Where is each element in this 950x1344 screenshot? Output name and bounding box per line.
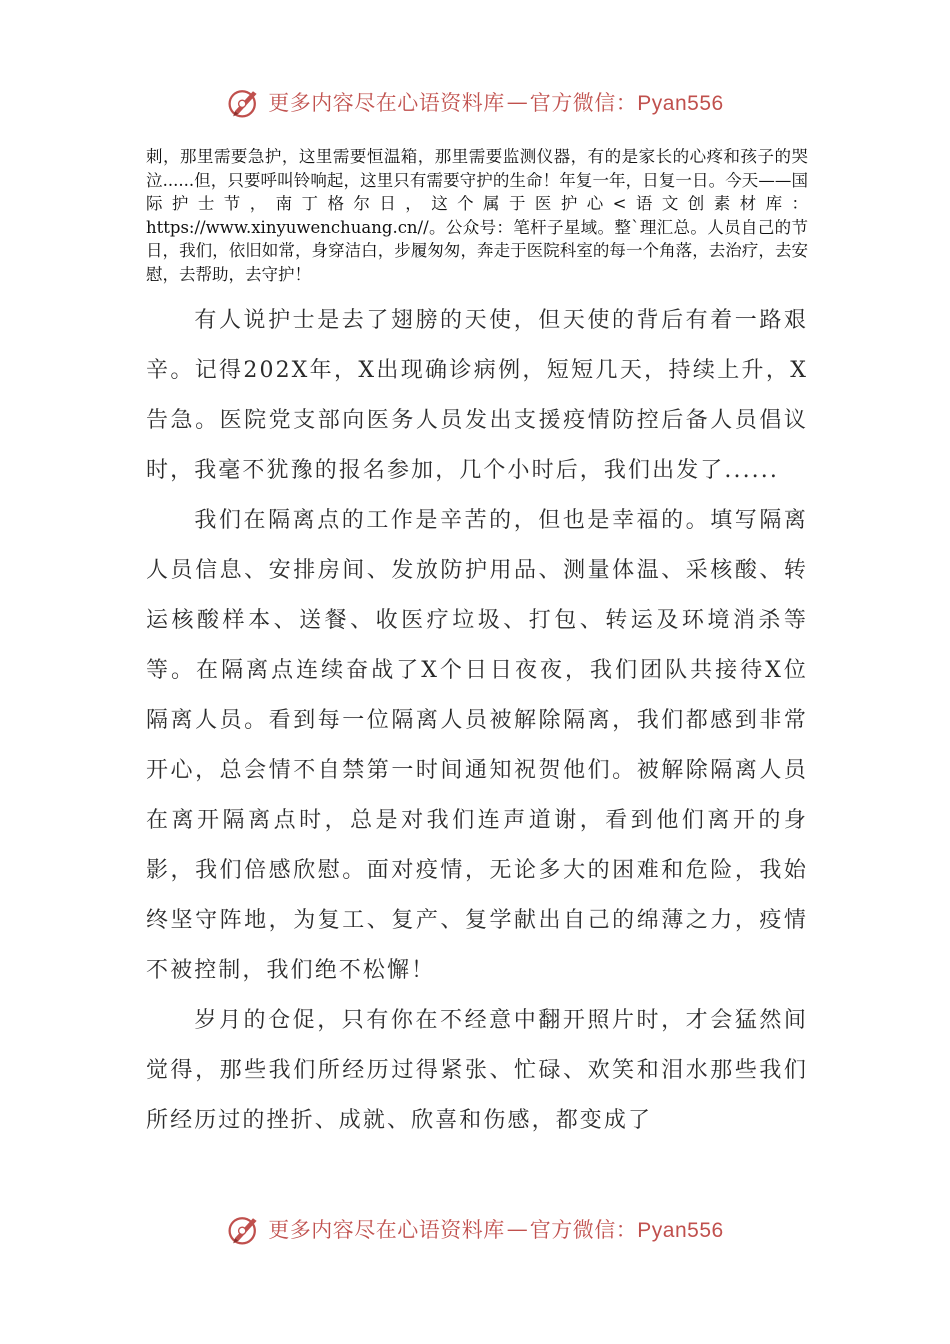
intro-block bbox=[146, 145, 808, 286]
footer-wechat-text: 官方微信：Pyan556 bbox=[529, 1219, 724, 1242]
paragraph-3: 岁月的仓促，只有你在不经意中翻开照片时，才会猛然间觉得，那些我们所经历过得紧张、忙碌、欢笑和泪水那些我们所经历过的挫折、成就、欣喜和伤感，都变成了 bbox=[146, 1008, 808, 1133]
footer-site-text: 更多内容尽在心语资料库 bbox=[268, 1218, 505, 1242]
pen-logo-icon bbox=[226, 1211, 262, 1247]
pen-logo-icon bbox=[226, 84, 262, 120]
intro-paragraph: 刺，那里需要急护，这里需要恒温箱，那里需要监测仪器，有的是家长的心疼和孩子的哭泣......但，只要呼叫铃响起，这里只有需要守护的生命！年复一年，日复一日。今天——国际护士节，南丁格尔日，这个属于医护心<语文创素材库：https://www.xinyuwenchuang.cn//。公众号：笔杆子星域。整`理汇总。人员自己的节日，我们，依旧如常，身穿洁白，步履匆匆，奔走于医院科室的每一个角落，去治疗，去安慰，去帮助，去守护！ bbox=[146, 147, 808, 284]
footer-separator: — bbox=[506, 1217, 528, 1241]
paragraph-2: 我们在隔离点的工作是辛苦的，但也是幸福的。填写隔离人员信息、安排房间、发放防护用品、测量体温、采核酸、转运核酸样本、送餐、收医疗垃圾、打包、转运及环境消杀等等。在隔离点连续奋战了X个日日夜夜，我们团队共接待X位隔离人员。看到每一位隔离人员被解除隔离，我们都感到非常开心，总会情不自禁第一时间通知祝贺他们。被解除隔离人员在离开隔离点时，总是对我们连声道谢，看到他们离开的身影，我们倍感欣慰。面对疫情，无论多大的困难和危险，我始终坚守阵地，为复工、复产、复学献出自己的绵薄之力，疫情不被控制，我们绝不松懈！ bbox=[146, 508, 808, 983]
footer-banner bbox=[0, 1209, 950, 1249]
article-body bbox=[146, 296, 808, 1146]
header-site-text: 更多内容尽在心语资料库 bbox=[268, 91, 505, 115]
paragraph-1: 有人说护士是去了翅膀的天使，但天使的背后有着一路艰辛。记得202X年，X出现确诊病例，短短几天，持续上升，X告急。医院党支部向医务人员发出支援疫情防控后备人员倡议时，我毫不犹豫的报名参加，几个小时后，我们出发了...... bbox=[146, 308, 808, 483]
header-wechat-text: 官方微信：Pyan556 bbox=[529, 92, 724, 115]
header-separator: — bbox=[506, 90, 528, 114]
header-banner bbox=[0, 82, 950, 122]
